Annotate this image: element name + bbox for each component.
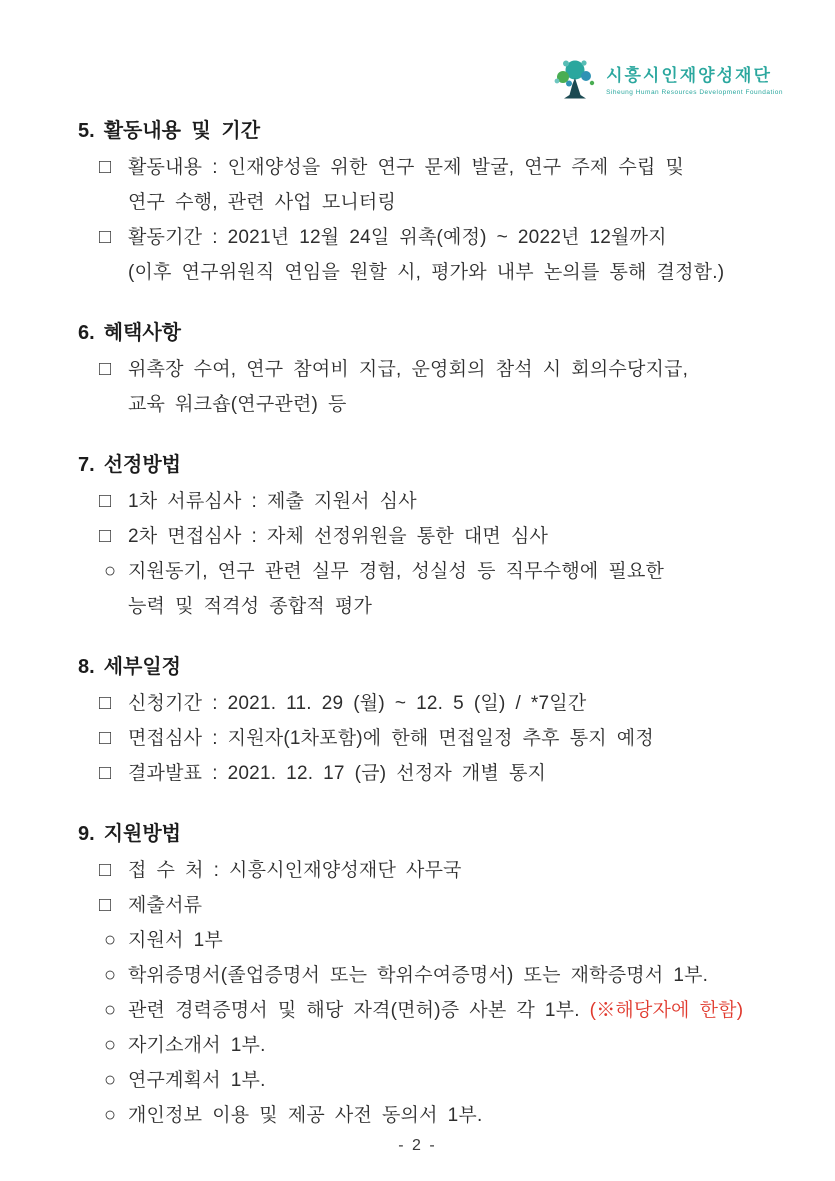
item-lines <box>128 686 770 721</box>
text-line: 면접심사 : 지원자(1차포함)에 한해 면접일정 추후 통지 예정 <box>128 728 654 749</box>
item-lines <box>128 1063 770 1098</box>
item-lines <box>128 958 770 993</box>
list-item <box>78 352 770 422</box>
list-item <box>78 923 770 958</box>
square-bullet-icon: □ <box>99 525 112 547</box>
tree-logo-icon <box>553 57 597 105</box>
text-line: 능력 및 적격성 종합적 평가 <box>128 596 373 617</box>
list-item <box>78 993 770 1028</box>
list-item <box>78 220 770 290</box>
red-note: (※해당자에 한함) <box>589 1000 744 1021</box>
circle-bullet-icon: ○ <box>104 1104 117 1126</box>
logo-text <box>606 66 783 96</box>
section-heading <box>78 118 770 144</box>
section <box>78 320 770 422</box>
item-lines <box>128 150 770 220</box>
section-title: 세부일정 <box>103 656 181 678</box>
text-line: 관련 경력증명서 및 해당 자격(면허)증 사본 각 1부. (※해당자에 한함) <box>128 1000 744 1021</box>
list-item <box>78 853 770 888</box>
item-lines <box>128 721 770 756</box>
logo-title: 시흥시인재양성재단 <box>606 66 772 85</box>
section-title: 혜택사항 <box>103 322 181 344</box>
item-lines <box>128 352 770 422</box>
text-line: 접 수 처 : 시흥시인재양성재단 사무국 <box>128 860 462 881</box>
text-line: 개인정보 이용 및 제공 사전 동의서 1부. <box>128 1105 483 1126</box>
section-number: 9. <box>78 823 95 845</box>
item-lines <box>128 853 770 888</box>
square-bullet-icon: □ <box>99 358 112 380</box>
square-bullet-icon: □ <box>99 692 112 714</box>
text-line: 교육 워크숍(연구관련) 등 <box>128 394 347 415</box>
text-line: 자기소개서 1부. <box>128 1035 266 1056</box>
item-lines <box>128 993 770 1028</box>
section-heading <box>78 654 770 680</box>
square-bullet-icon: □ <box>99 894 112 916</box>
section-title: 선정방법 <box>103 454 181 476</box>
list-item <box>78 554 770 624</box>
square-bullet-icon: □ <box>99 226 112 248</box>
section-items <box>78 853 770 1133</box>
circle-bullet-icon: ○ <box>104 1034 117 1056</box>
section-number: 5. <box>78 120 95 142</box>
circle-bullet-icon: ○ <box>104 999 117 1021</box>
text-line: 지원동기, 연구 관련 실무 경험, 성실성 등 직무수행에 필요한 <box>128 561 665 582</box>
foundation-logo <box>553 57 783 105</box>
section <box>78 452 770 624</box>
section <box>78 821 770 1133</box>
text-line: 지원서 1부 <box>128 930 223 951</box>
square-bullet-icon: □ <box>99 727 112 749</box>
item-lines <box>128 888 770 923</box>
list-item <box>78 1098 770 1133</box>
list-item <box>78 519 770 554</box>
page-footer <box>0 1137 835 1155</box>
section-items <box>78 352 770 422</box>
text-line: 제출서류 <box>128 895 203 916</box>
item-lines <box>128 554 770 624</box>
list-item <box>78 756 770 791</box>
page-number: - 2 - <box>398 1137 437 1154</box>
square-bullet-icon: □ <box>99 859 112 881</box>
item-lines <box>128 220 770 290</box>
item-lines <box>128 519 770 554</box>
section-number: 7. <box>78 454 95 476</box>
circle-bullet-icon: ○ <box>104 964 117 986</box>
list-item <box>78 484 770 519</box>
circle-bullet-icon: ○ <box>104 1069 117 1091</box>
text-line: (이후 연구위원직 연임을 원할 시, 평가와 내부 논의를 통해 결정함.) <box>128 262 725 283</box>
section <box>78 654 770 791</box>
square-bullet-icon: □ <box>99 156 112 178</box>
item-lines <box>128 484 770 519</box>
text-line: 활동내용 : 인재양성을 위한 연구 문제 발굴, 연구 주제 수립 및 <box>128 157 685 178</box>
document-body <box>78 118 770 1133</box>
section-title: 활동내용 및 기간 <box>103 120 261 142</box>
circle-bullet-icon: ○ <box>104 560 117 582</box>
section-heading <box>78 320 770 346</box>
list-item <box>78 721 770 756</box>
text-line: 결과발표 : 2021. 12. 17 (금) 선정자 개별 통지 <box>128 763 547 784</box>
text-line: 연구계획서 1부. <box>128 1070 266 1091</box>
list-item <box>78 150 770 220</box>
section-heading <box>78 452 770 478</box>
list-item <box>78 1028 770 1063</box>
text-line: 위촉장 수여, 연구 참여비 지급, 운영회의 참석 시 회의수당지급, <box>128 359 689 380</box>
text-line: 연구 수행, 관련 사업 모니터링 <box>128 192 397 213</box>
section-heading <box>78 821 770 847</box>
section <box>78 118 770 290</box>
list-item <box>78 888 770 923</box>
list-item <box>78 686 770 721</box>
text-line: 2차 면접심사 : 자체 선정위원을 통한 대면 심사 <box>128 526 549 547</box>
section-items <box>78 686 770 791</box>
item-lines <box>128 1098 770 1133</box>
section-items <box>78 484 770 624</box>
list-item <box>78 958 770 993</box>
section-title: 지원방법 <box>103 823 181 845</box>
text-line: 신청기간 : 2021. 11. 29 (월) ~ 12. 5 (일) / *7일간 <box>128 693 587 714</box>
section-number: 8. <box>78 656 95 678</box>
text-line: 활동기간 : 2021년 12월 24일 위촉(예정) ~ 2022년 12월까지 <box>128 227 667 248</box>
item-lines <box>128 756 770 791</box>
logo-subtitle: Siheung Human Resources Development Foundation <box>606 89 783 96</box>
square-bullet-icon: □ <box>99 762 112 784</box>
section-number: 6. <box>78 322 95 344</box>
text-line: 1차 서류심사 : 제출 지원서 심사 <box>128 491 417 512</box>
item-lines <box>128 923 770 958</box>
text-line: 학위증명서(졸업증명서 또는 학위수여증명서) 또는 재학증명서 1부. <box>128 965 709 986</box>
item-lines <box>128 1028 770 1063</box>
square-bullet-icon: □ <box>99 490 112 512</box>
section-items <box>78 150 770 290</box>
circle-bullet-icon: ○ <box>104 929 117 951</box>
list-item <box>78 1063 770 1098</box>
